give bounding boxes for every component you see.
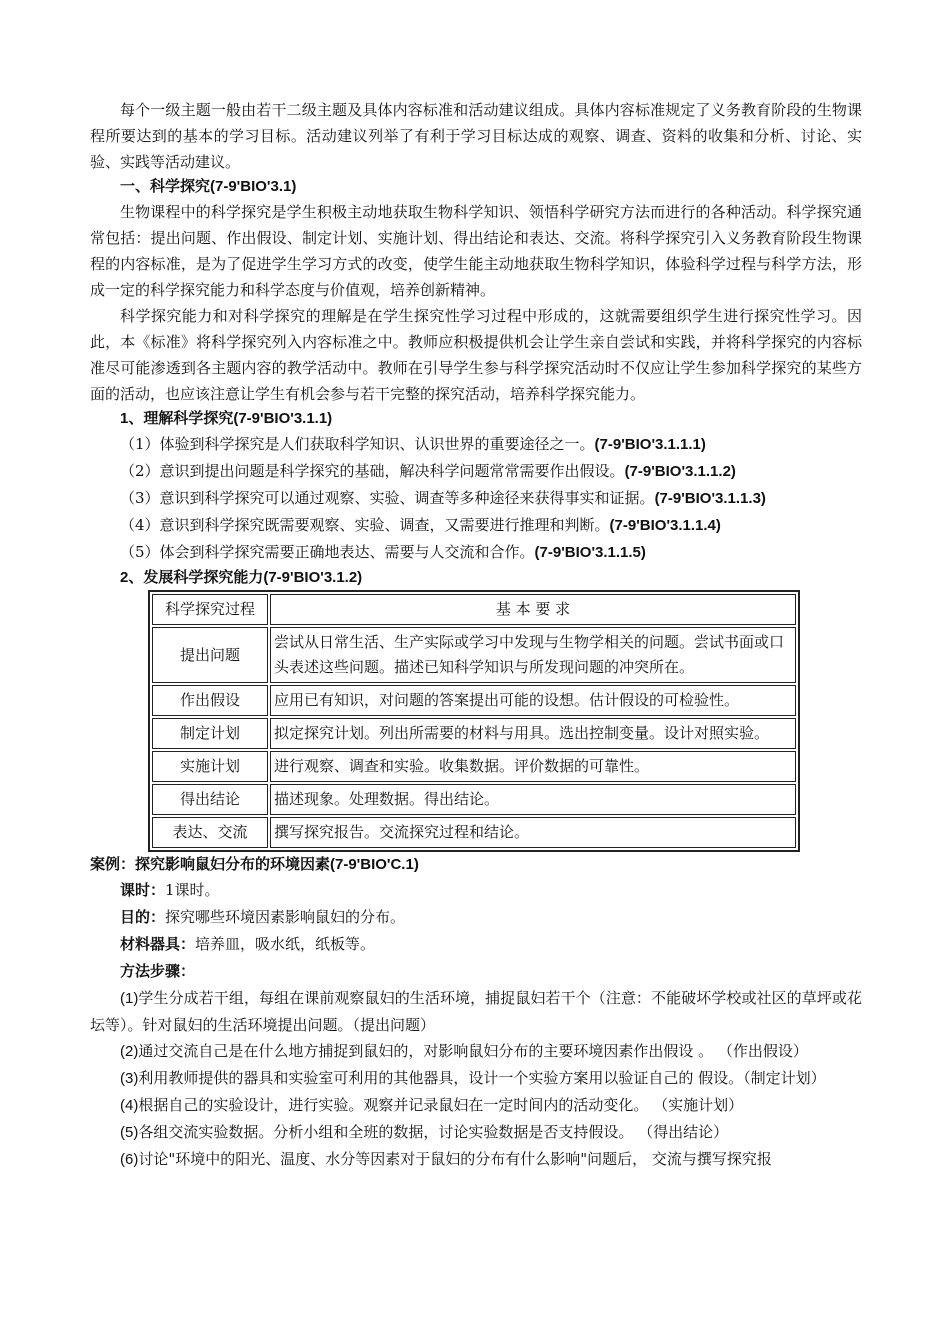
list-item [90,512,862,539]
section-1-heading: 一、科学探究(7-9'BIO'3.1) [120,178,297,195]
list-item [90,539,862,566]
list-item-text: （3）意识到科学探究可以通过观察、实验、调查等多种途径来获得事实和证据。 [120,489,655,507]
step-text: 讨论"环境中的阳光、温度、水分等因素对于鼠妇的分布有什么影响"问题后， 交流与撰写探究报 [138,1150,772,1168]
section-1-paragraph-1: 生物课程中的科学探究是学生积极主动地获取生物科学知识、领悟科学研究方法而进行的各种活动。科学探究通常包括：提出问题、作出假设、制定计划、实施计划、得出结论和表达、交流。将科学探究引入义务教育阶段生物课程的内容标准，是为了促进学生学习方式的改变，使学生能主动地获取生物科学知识，体验科学过程与科学方法，形成一定的科学探究能力和科学态度与价值观，培养创新精神。 [90,203,862,299]
case-title [90,852,862,877]
requirements-table [148,590,800,852]
step-number: (1) [120,990,139,1007]
table-cell-process: 实施计划 [152,751,268,782]
step-text: 通过交流自己是在什么地方捕捉到鼠妇的，对影响鼠妇分布的主要环境因素作出假设 。 （作出假设） [138,1042,808,1060]
document-page [90,97,862,1173]
case-title-text: 案例：探究影响鼠妇分布的环境因素(7-9'BIO'C.1) [90,856,419,873]
subsection-2-heading: 2、发展科学探究能力(7-9'BIO'3.1.2) [120,569,363,586]
table-cell-process: 表达、交流 [152,817,268,848]
standard-code: (7-9'BIO'3.1.1.3) [654,490,766,507]
case-steps-label [90,958,862,985]
table-header-process: 科学探究过程 [152,594,268,625]
hours-label: 课时： [120,882,166,899]
method-step [90,1092,862,1119]
method-step [90,985,862,1038]
case-hours [90,877,862,904]
table-cell-requirement: 撰写探究报告。交流探究过程和结论。 [270,817,796,848]
step-number: (3) [120,1070,139,1087]
table-cell-requirement: 尝试从日常生活、生产实际或学习中发现与生物学相关的问题。尝试书面或口头表述这些问题。描述已知科学知识与所发现问题的冲突所在。 [270,627,796,683]
table-row [152,751,796,782]
list-item [90,485,862,512]
step-number: (4) [120,1097,139,1114]
hours-value: 1课时。 [165,881,220,899]
table-cell-process: 提出问题 [152,627,268,683]
method-step [90,1119,862,1146]
case-goal [90,904,862,931]
list-item-text: （1）体验到科学探究是人们获取科学知识、认识世界的重要途径之一。 [120,435,595,453]
standard-code: (7-9'BIO'3.1.1.4) [609,517,721,534]
table-header-requirement: 基 本 要 求 [270,594,796,625]
goal-value: 探究哪些环境因素影响鼠妇的分布。 [165,908,406,926]
case-materials [90,931,862,958]
standard-code: (7-9'BIO'3.1.1.2) [624,463,736,480]
standard-code: (7-9'BIO'3.1.1.5) [534,544,646,561]
table-row [152,718,796,749]
materials-value: 培养皿，吸水纸，纸板等。 [195,935,376,953]
step-text: 各组交流实验数据。分析小组和全班的数据，讨论实验数据是否支持假设。 （得出结论） [138,1123,729,1141]
table-cell-process: 得出结论 [152,784,268,815]
table-cell-requirement: 拟定探究计划。列出所需要的材料与用具。选出控制变量。设计对照实验。 [270,718,796,749]
method-step [90,1065,862,1092]
table-header-row [152,594,796,625]
list-item [90,431,862,458]
list-item-text: （5）体会到科学探究需要正确地表达、需要与人交流和合作。 [120,543,535,561]
method-step [90,1038,862,1065]
step-text: 学生分成若干组，每组在课前观察鼠妇的生活环境，捕捉鼠妇若干个（注意：不能破坏学校或社区的草坪或花坛等）。针对鼠妇的生活环境提出问题。（提出问题） [90,989,862,1034]
list-item [90,458,862,485]
subsection-1-heading: 1、理解科学探究(7-9'BIO'3.1.1) [120,410,333,427]
step-number: (6) [120,1151,139,1168]
table-cell-requirement: 进行观察、调查和实验。收集数据。评价数据的可靠性。 [270,751,796,782]
intro-paragraph: 每个一级主题一般由若干二级主题及具体内容标准和活动建议组成。具体内容标准规定了义务教育阶段的生物课程所要达到的基本的学习目标。活动建议列举了有利于学习目标达成的观察、调查、资料的收集和分析、讨论、实验、实践等活动建议。 [90,101,862,171]
materials-label: 材料器具： [120,936,196,953]
step-number: (2) [120,1043,139,1060]
standard-code: (7-9'BIO'3.1.1.1) [594,436,706,453]
table-row [152,817,796,848]
step-text: 利用教师提供的器具和实验室可利用的其他器具，设计一个实验方案用以验证自己的 假设。（制定计划） [138,1069,826,1087]
steps-label: 方法步骤： [120,963,196,980]
list-item-text: （2）意识到提出问题是科学探究的基础，解决科学问题常常需要作出假设。 [120,462,625,480]
list-item-text: （4）意识到科学探究既需要观察、实验、调查，又需要进行推理和判断。 [120,516,610,534]
table-cell-requirement: 描述现象。处理数据。得出结论。 [270,784,796,815]
method-step [90,1146,862,1173]
section-1-paragraph-2: 科学探究能力和对科学探究的理解是在学生探究性学习过程中形成的，这就需要组织学生进行探究性学习。因此，本《标准》将科学探究列入内容标准之中。教师应积极提供机会让学生亲自尝试和实践，并将科学探究的内容标准尽可能渗透到各主题内容的教学活动中。教师在引导学生参与科学探究活动时不仅应让学生参加科学探究的某些方面的活动，也应该注意让学生有机会参与若干完整的探究活动，培养科学探究能力。 [90,307,862,403]
table-cell-process: 制定计划 [152,718,268,749]
table-cell-process: 作出假设 [152,685,268,716]
table-row [152,627,796,683]
table-row [152,685,796,716]
step-text: 根据自己的实验设计，进行实验。观察并记录鼠妇在一定时间内的活动变化。 （实施计划） [138,1096,744,1114]
table-row [152,784,796,815]
goal-label: 目的： [120,909,166,926]
table-cell-requirement: 应用已有知识，对问题的答案提出可能的设想。估计假设的可检验性。 [270,685,796,716]
step-number: (5) [120,1124,139,1141]
